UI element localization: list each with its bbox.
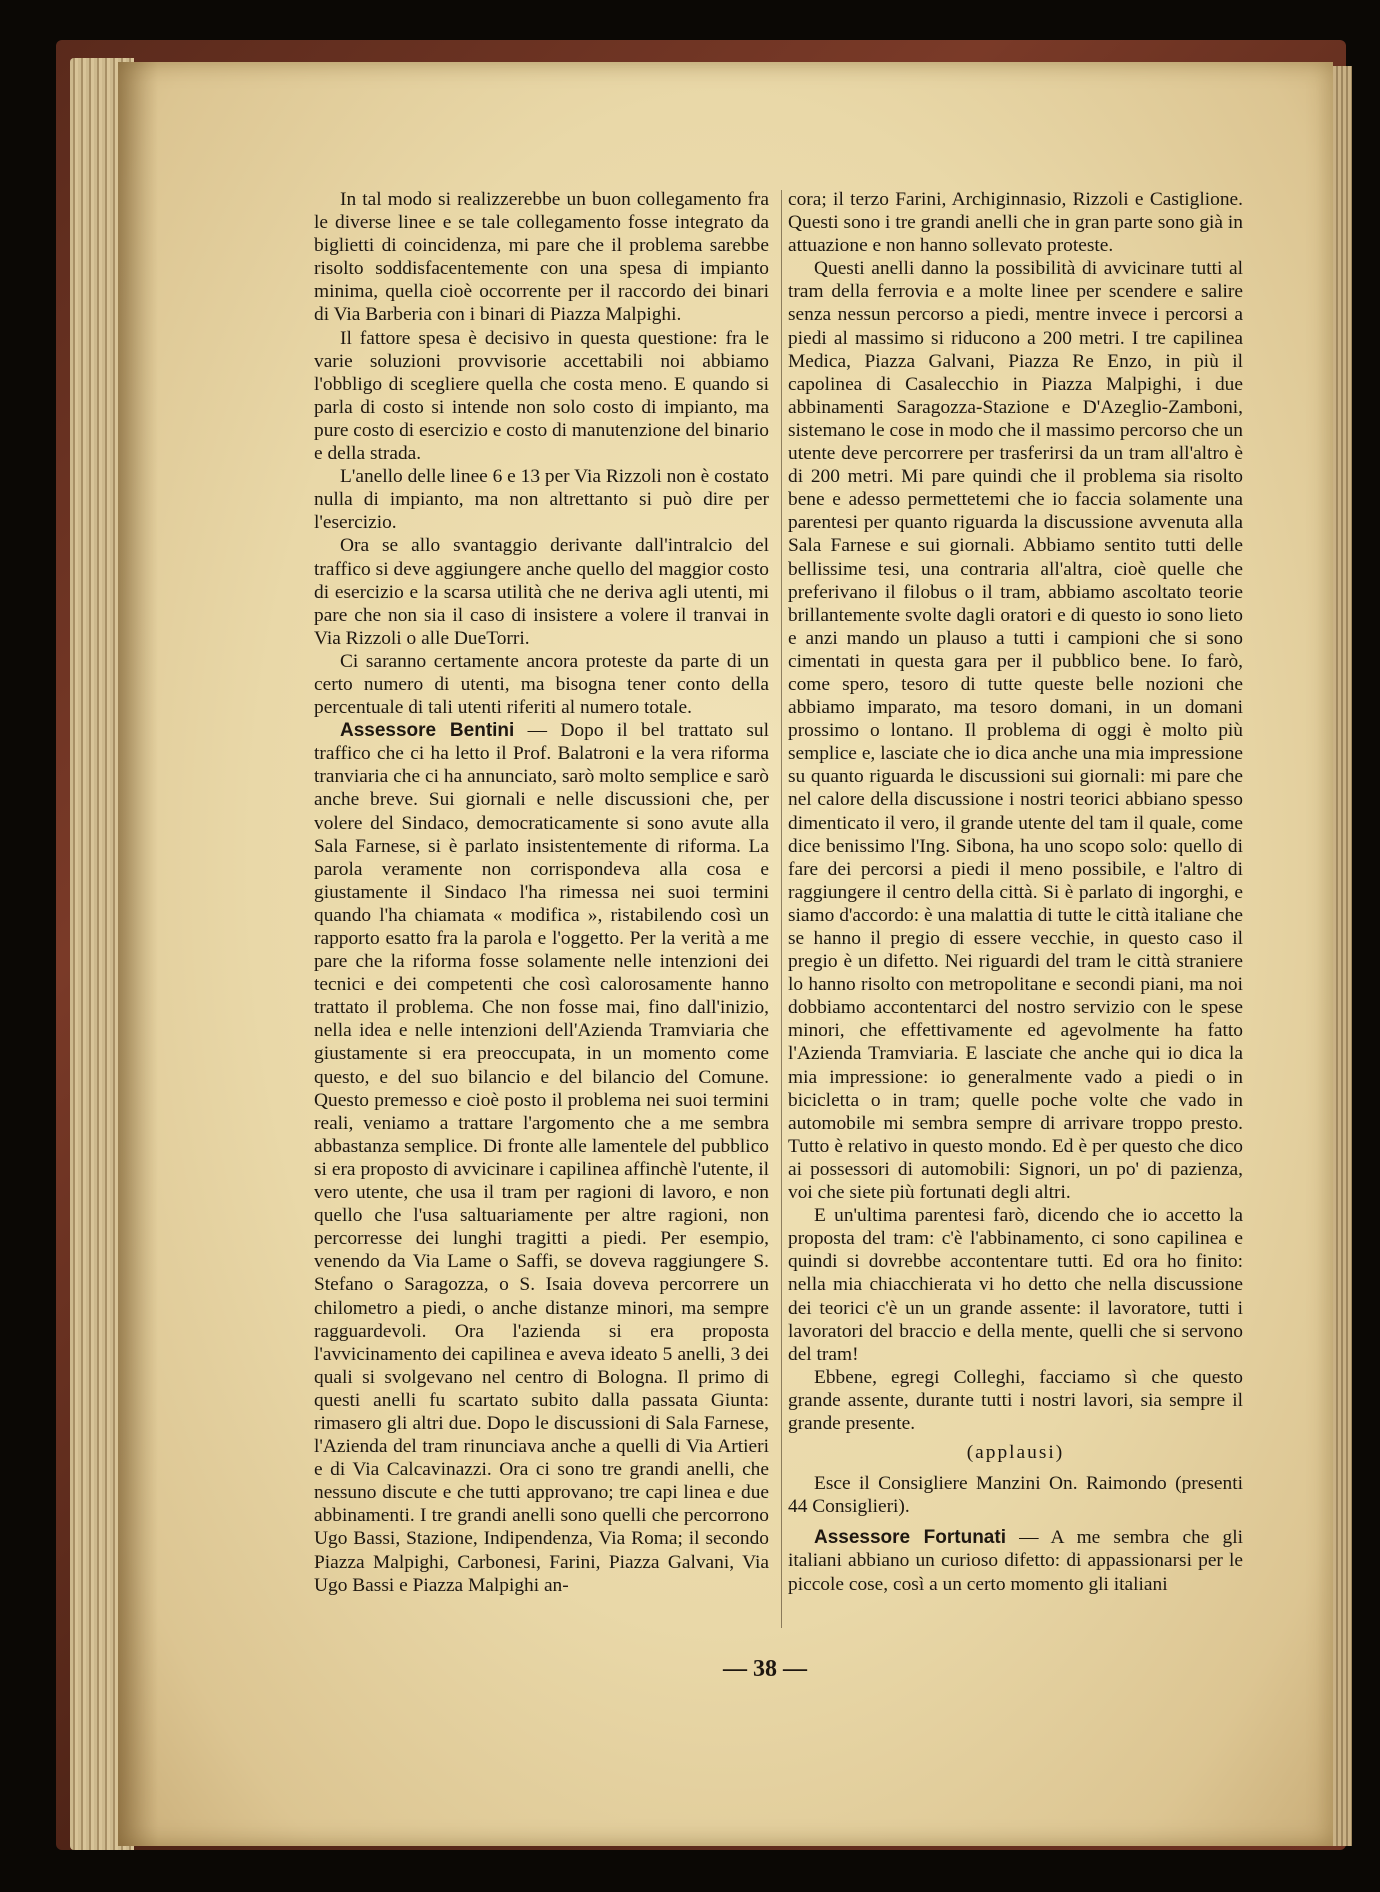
- speaker-name: Assessore Bentini: [340, 720, 515, 742]
- gutter-shadow: [118, 62, 158, 1846]
- page-number: — 38 —: [723, 1656, 807, 1682]
- right-column: [788, 188, 1243, 1596]
- left-column: [314, 188, 769, 1597]
- speech-paragraph: [788, 1526, 1243, 1595]
- paragraph: Ora se allo svantaggio derivante dall'intralcio del traffico si deve aggiungere anche quello del maggior costo di esercizio e la scarsa utilità che ne deriva agli utenti, mi pare che non sia il caso di insistere a volere il tranvai in Via Rizzoli o alle DueTorri.: [314, 535, 769, 649]
- speaker-name: Assessore Fortunati: [814, 1527, 1006, 1549]
- exit-note: Esce il Consigliere Manzini On. Raimondo (presenti 44 Consiglieri).: [788, 1473, 1243, 1518]
- speech-text: — Dopo il bel trattato sul traffico che ci ha letto il Prof. Balatroni e la vera riforma tranviaria che ci ha annunciato, sarò molto semplice e sarò anche breve. Sui giornali e nelle discussioni che, per volere del Sindaco, democraticamente si sono avute alla Sala Farnese, si è parlato insistentemente di riforma. La parola veramente non corrispondeva alla cosa e giustamente il Sindaco l'ha rimessa nei suoi termini quando l'ha chiamata « modifica », ristabilendo così un rapporto esatto fra la parola e l'oggetto. Per la verità a me pare che la riforma fosse solamente nelle intenzioni dei tecnici e dei competenti che così calorosamente hanno trattato il problema. Che non fosse mai, fino dall'inizio, nella idea e nelle intenzioni dell'Azienda Tramviaria che giustamente si era preoccupata, in un momento come questo, e del suo bilancio e del bilancio del Comune. Questo premesso e cioè posto il problema nei suoi termini reali, veniamo a trattare l'argomento che a me sembra abbastanza semplice. Di fronte alle lamentele del pubblico si era proposto di avvicinare i capilinea affinchè l'utente, il vero utente, che usa il tram per ragioni di lavoro, e non quello che l'usa saltuariamente per altre ragioni, non percorresse dei lunghi tragitti a piedi. Per esempio, venendo da Via Lame o Saffi, se doveva raggiungere S. Stefano o Saragozza, o S. Isaia doveva percorrere un chilometro a piedi, o anche distanze minori, ma sempre ragguardevoli. Ora l'azienda si era proposta l'avvicinamento dei capilinea e aveva ideato 5 anelli, 3 dei quali si svolgevano nel centro di Bologna. Il primo di questi anelli fu scartato subito dalla passata Giunta: rimasero gli altri due. Dopo le discussioni di Sala Farnese, l'Azienda del tram rinunciava anche a quelli di Via Artieri e di Via Calcavinazzi. Ora ci sono tre grandi anelli, che nessuno discute e che tutti approvano; tre capi linea e due abbinamenti. I tre grandi anelli sono quelli che percorrono Ugo Bassi, Stazione, Indipendenza, Via Roma; il secondo Piazza Malpighi, Carbonesi, Farini, Piazza Galvani, Via Ugo Bassi e Piazza Malpighi an-: [314, 720, 769, 1596]
- paragraph: E un'ultima parentesi farò, dicendo che io accetto la proposta del tram: c'è l'abbinamento, ci sono capilinea e quindi si dovrebbe accontentare tutti. Ed ora ho finito: nella mia chiacchierata vi ho detto che nella discussione dei teorici c'è un un grande assente: il lavoratore, tutti i lavoratori del braccio e della mente, quelli che si servono del tram!: [788, 1205, 1243, 1365]
- paragraph: Il fattore spesa è decisivo in questa questione: fra le varie soluzioni provvisorie accettabili noi abbiamo l'obbligo di scegliere quella che costa meno. E quando si parla di costo si intende non solo costo di impianto, ma pure costo di esercizio e costo di manutenzione del binario e della strada.: [314, 327, 769, 465]
- paragraph: Questi anelli danno la possibilità di avvicinare tutti al tram della ferrovia e a molte linee per scendere e salire senza nessun percorso a piedi, mentre invece i percorsi a piedi al massimo si riducono a 200 metri. I tre capilinea Medica, Piazza Galvani, Piazza Re Enzo, in più il capolinea di Casalecchio in Piazza Malpighi, i due abbinamenti Saragozza-Stazione e D'Azeglio-Zamboni, sistemano le cose in modo che il massimo percorso che un utente deve percorrere per trasferirsi da un tram all'altro è di 200 metri. Mi pare quindi che il problema sia risolto bene e adesso permettetemi che io faccia solamente una parentesi per quanto riguarda la discussione avvenuta alla Sala Farnese e sui giornali. Abbiamo sentito tutti delle bellissime tesi, una contraria all'altra, cioè quelle che preferivano il filobus o il tram, abbiamo ascoltato teorie brillantemente svolte dagli oratori e di questo io sono lieto e anzi mando un plauso a tutti i campioni che si sono cimentati in questa gara per il pubblico bene. Io farò, come spero, tesoro di tutte queste belle nozioni che abbiamo imparato, ma tesoro domani, in un domani prossimo o lontano. Il problema di oggi è molto più semplice e, lasciate che io dica anche una mia impressione su quanto riguarda le discussioni sui giornali: mi pare che nel calore della discussione i nostri teorici abbiano spesso dimenticato il vero, il grande utente del tam il quale, come dice benissimo l'Ing. Sibona, ha uno scopo solo: quello di fare dei percorsi a piedi il meno possibile, e l'altro di raggiungere il centro della città. Si è parlato di ingorghi, e siamo d'accordo: è una malattia di tutte le città italiane che se hanno il pregio di essere vecchie, in questo caso il pregio è un difetto. Nei riguardi del tram le città straniere lo hanno risolto con metropolitane e secondi piani, ma noi dobbiamo accontentarci del nostro servizio con le spese minori, che effettivamente ed agevolmente ha fatto l'Azienda Tramviaria. E lasciate che anche qui io dica la mia impressione: io generalmente vado a piedi o in bicicletta o in tram; quelle poche volte che vado in automobile mi sembra sempre di arrivare troppo presto. Tutto è relativo in questo mondo. Ed è per questo che dico ai possessori di automobili: Signori, un po' di pazienza, voi che siete più fortunati degli altri.: [788, 258, 1243, 1204]
- paragraph: In tal modo si realizzerebbe un buon collegamento fra le diverse linee e se tale collegamento fosse integrato da biglietti di coincidenza, mi pare che il problema sarebbe risolto soddisfacentemente con una spesa di impianto minima, quella cioè occorrente per il raccordo dei binari di Via Barberia con i binari di Piazza Malpighi.: [314, 189, 769, 326]
- column-divider: [781, 190, 782, 1628]
- paragraph: cora; il terzo Farini, Archiginnasio, Rizzoli e Castiglione. Questi sono i tre grandi anelli che in gran parte sono già in attuazione e non hanno sollevato proteste.: [788, 189, 1243, 257]
- paragraph: Ci saranno certamente ancora proteste da parte di un certo numero di utenti, ma bisogna tener conto della percentuale di tali utenti riferiti al numero totale.: [314, 650, 769, 719]
- speech-text: — A me sembra che gli italiani abbiano un curioso difetto: di appassionarsi per le piccole cose, così a un certo momento gli italiani: [788, 1527, 1243, 1595]
- paragraph: Ebbene, egregi Colleghi, facciamo sì che questo grande assente, durante tutti i nostri lavori, sia sempre il grande presente.: [788, 1366, 1243, 1434]
- speech-paragraph: [314, 719, 769, 1597]
- applause-note: (applausi): [966, 1442, 1065, 1464]
- paragraph: L'anello delle linee 6 e 13 per Via Rizzoli non è costato nulla di impianto, ma non altrettanto si può dire per l'esercizio.: [314, 466, 769, 534]
